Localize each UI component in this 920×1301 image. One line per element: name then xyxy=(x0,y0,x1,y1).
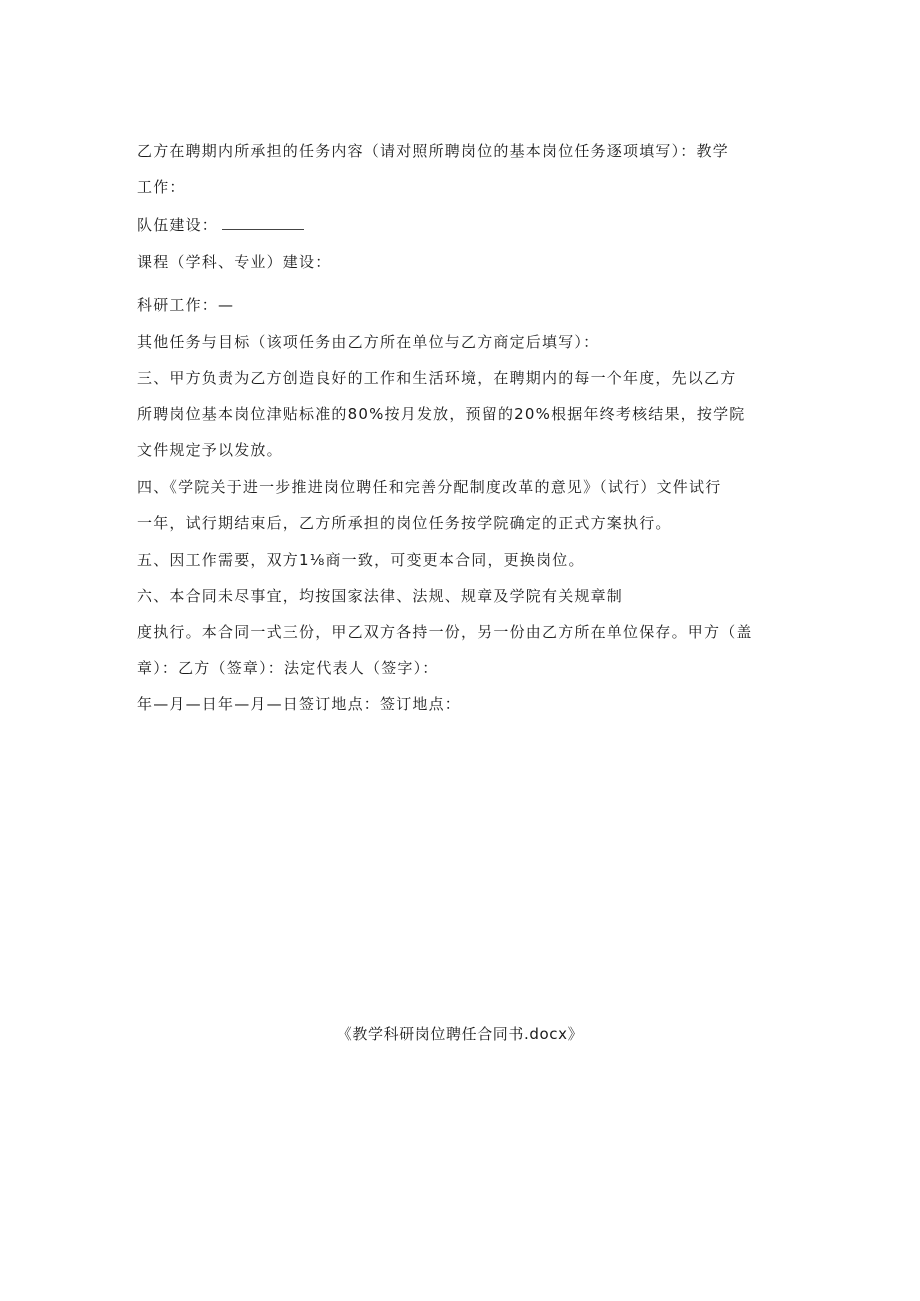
document-filename-footer: 《教学科研岗位聘任合同书.docx》 xyxy=(336,1025,584,1043)
text-line-signatures: 章）：乙方（签章）：法定代表人（签字）： xyxy=(137,659,439,677)
text-line-duties-intro: 乙方在聘期内所承担的任务内容（请对照所聘岗位的基本岗位任务逐项填写）：教学 xyxy=(137,142,729,160)
text-line-clause-3a: 三、甲方负责为乙方创造良好的工作和生活环境，在聘期内的每一个年度，先以乙方 xyxy=(137,369,737,387)
text-line-course-building: 课程（学科、专业）建设： xyxy=(137,253,332,271)
text-line-clause-4a: 四、《学院关于进一步推进岗位聘任和完善分配制度改革的意见》（试行）文件试行 xyxy=(137,478,722,496)
text-line-clause-4b: 一年，试行期结束后，乙方所承担的岗位任务按学院确定的正式方案执行。 xyxy=(137,514,672,532)
text-line-team-building xyxy=(137,215,304,235)
text-line-work: 工作： xyxy=(137,178,186,196)
fill-in-blank xyxy=(222,217,304,230)
text-line-clause-5: 五、因工作需要，双方1⅛商一致，可变更本合同，更换岗位。 xyxy=(137,551,585,569)
text-line-date-place: 年—月—日年—月—日签订地点：签订地点： xyxy=(137,695,462,713)
text-line-clause-3b: 所聘岗位基本岗位津贴标准的80%按月发放，预留的20%根据年终考核结果，按学院 xyxy=(137,405,746,423)
text-line-clause-6a: 六、本合同未尽事宜，均按国家法律、法规、规章及学院有关规章制 xyxy=(137,587,624,605)
text-line-research: 科研工作：— xyxy=(137,296,235,314)
team-building-label: 队伍建设： xyxy=(137,216,219,234)
text-line-clause-6b: 度执行。本合同一式三份，甲乙双方各持一份，另一份由乙方所在单位保存。甲方（盖 xyxy=(137,623,753,641)
text-line-clause-3c: 文件规定予以发放。 xyxy=(137,441,283,459)
text-line-other-tasks: 其他任务与目标（该项任务由乙方所在单位与乙方商定后填写）： xyxy=(137,333,600,351)
